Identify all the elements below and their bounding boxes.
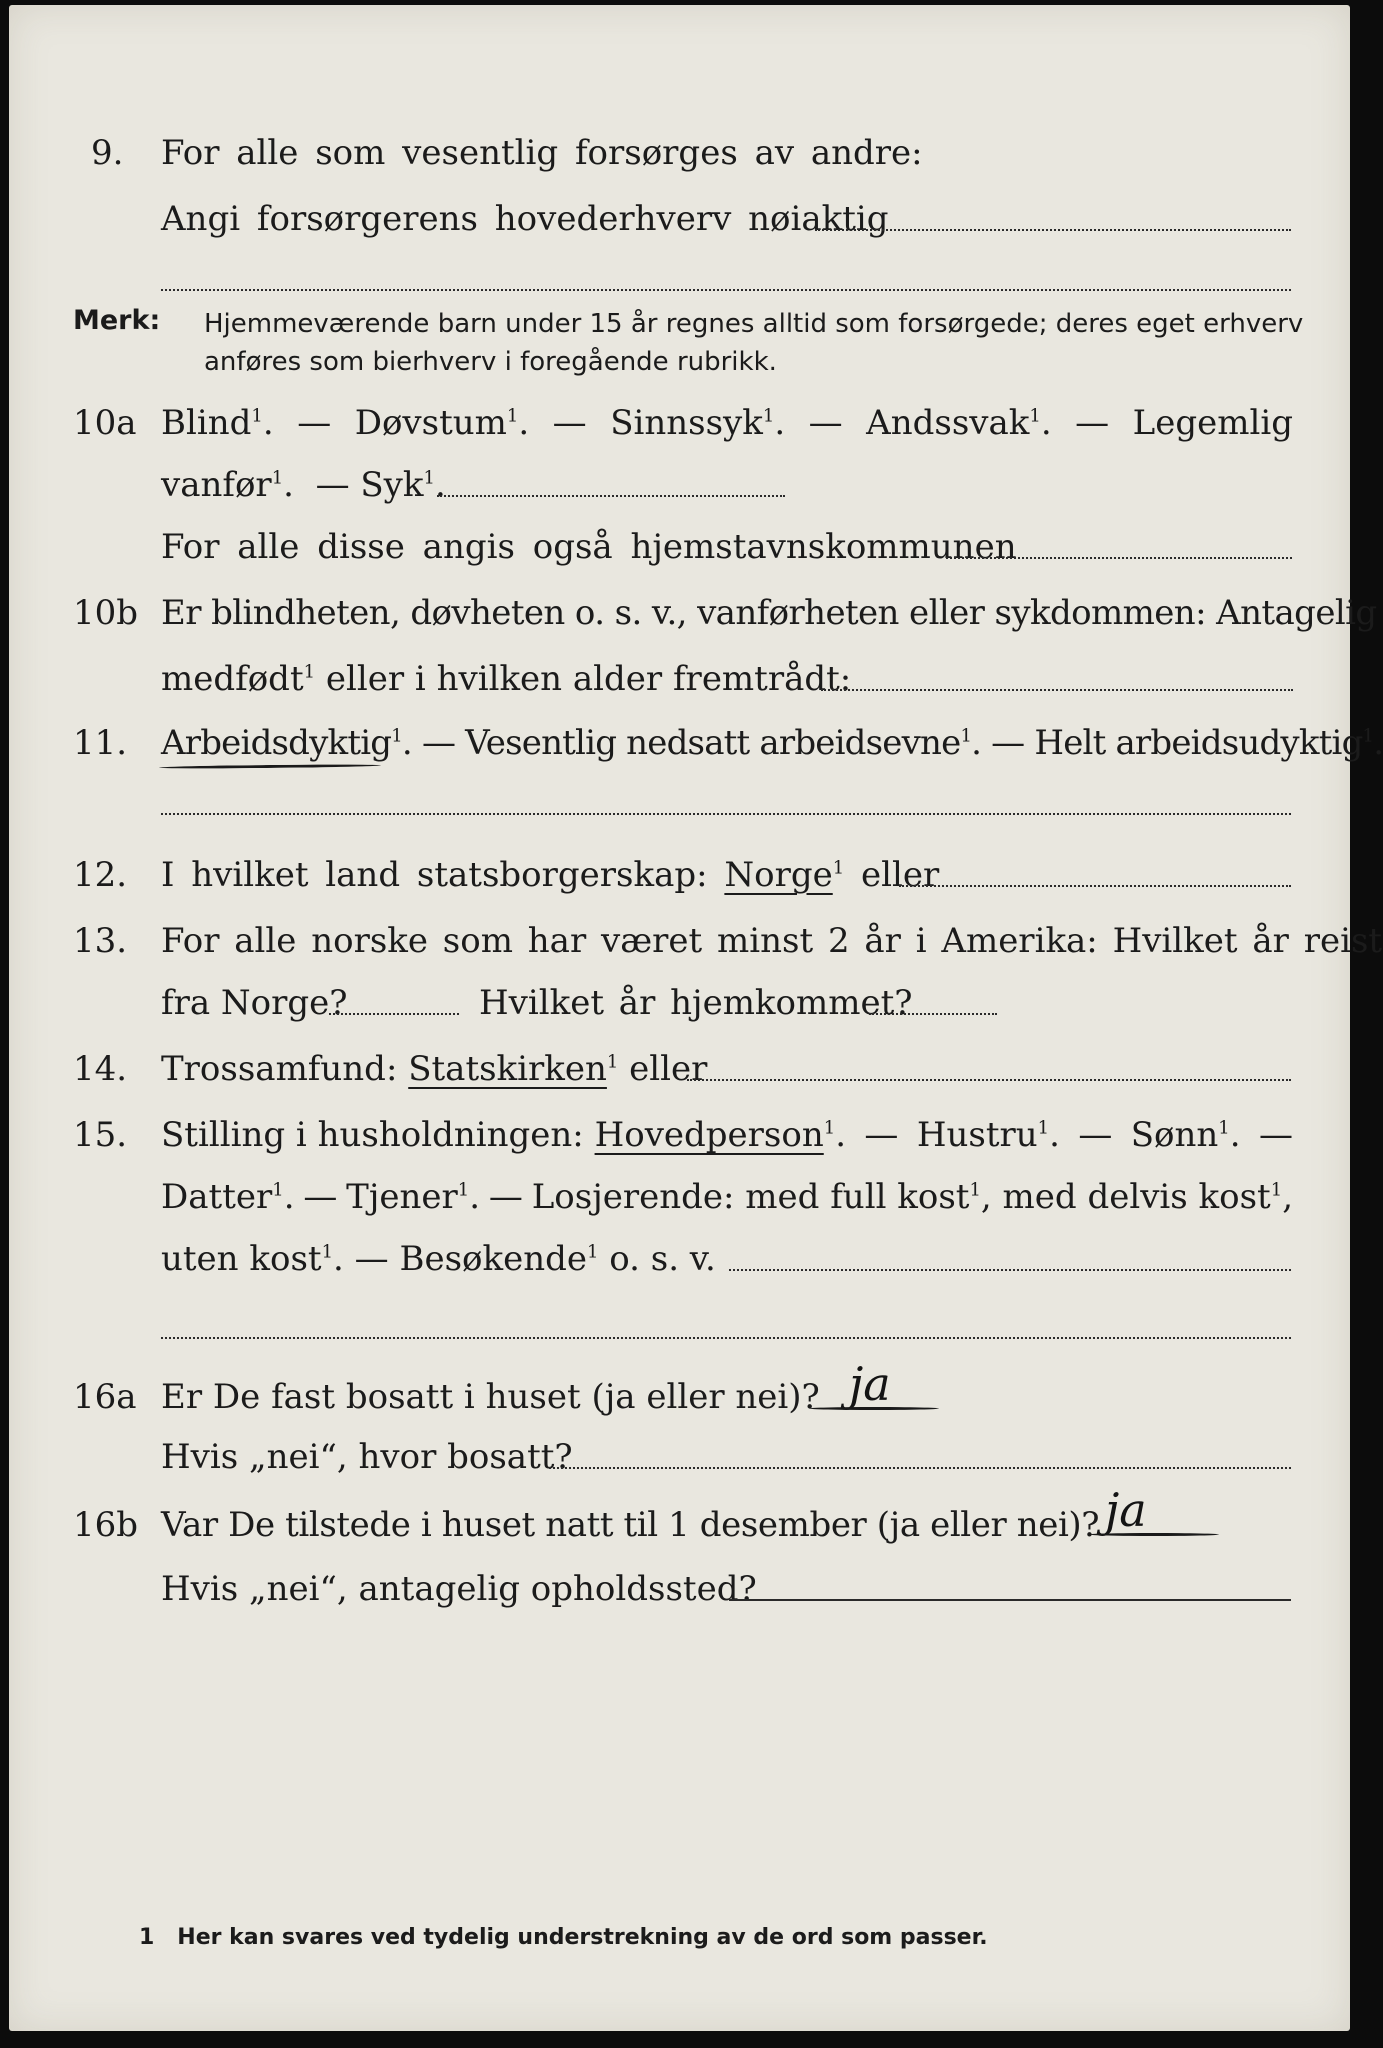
option-udyktig: Helt arbeidsudyktig bbox=[1034, 723, 1363, 763]
q9-answer-line bbox=[815, 229, 1291, 231]
option-datter: Datter bbox=[161, 1177, 273, 1217]
q11-number: 11. bbox=[73, 723, 128, 763]
q16a-number: 16a bbox=[73, 1377, 137, 1417]
q14-answer-line bbox=[687, 1079, 1291, 1081]
option-tjener: Tjener bbox=[346, 1177, 458, 1217]
option-syk: Syk bbox=[360, 465, 424, 505]
q16b-opholdssted-line bbox=[729, 1599, 1291, 1601]
q10b-line2: medfødt$^1$ eller i hvilken alder fremtrådt: bbox=[161, 659, 852, 699]
q16b-pen-line bbox=[1089, 1533, 1219, 1536]
option-statskirken: Statskirken bbox=[408, 1049, 607, 1089]
q10a-line3: For alle disse angis også hjemstavnskommunen bbox=[161, 527, 1017, 567]
q10b-number: 10b bbox=[73, 593, 139, 633]
option-sinnssyk: Sinnssyk bbox=[610, 403, 763, 443]
q15-answer-line bbox=[729, 1269, 1291, 1271]
option-medfodt: medfødt bbox=[161, 659, 304, 699]
option-blind: Blind bbox=[161, 403, 252, 443]
q10a-line2: vanfør$^1$. — Syk$^1$. bbox=[161, 465, 446, 505]
option-vanfor: vanfør bbox=[161, 465, 272, 505]
q16b-line2: Hvis „nei“, antagelig opholdssted? bbox=[161, 1569, 757, 1609]
q11-answer-line bbox=[161, 813, 1291, 815]
q13-number: 13. bbox=[73, 921, 128, 961]
q12-number: 12. bbox=[73, 855, 128, 895]
q10b-line1: Er blindheten, døvheten o. s. v., vanførheten eller sykdommen: Antagelig bbox=[161, 593, 1377, 633]
q15-number: 15. bbox=[73, 1115, 128, 1155]
q16a-bosatt-line bbox=[549, 1467, 1291, 1469]
q13-hjemkommet-line bbox=[869, 1013, 997, 1015]
option-hovedperson: Hovedperson bbox=[594, 1115, 824, 1155]
q16a-line1: Er De fast bosatt i huset (ja eller nei)? bbox=[161, 1377, 820, 1417]
q10a-hjemstavn-line bbox=[946, 557, 1292, 559]
q15-line2: Datter$^1$. — Tjener$^1$. — Losjerende: med full kost$^1$, med delvis kost$^1$, bbox=[161, 1177, 1293, 1217]
option-legemlig: Legemlig bbox=[1132, 403, 1293, 443]
q14-number: 14. bbox=[73, 1049, 128, 1089]
census-form-page bbox=[9, 5, 1383, 2031]
option-norge: Norge bbox=[724, 855, 833, 895]
q9-answer-line-2 bbox=[161, 289, 1291, 291]
merk-line2: anføres som bierhverv i foregående rubrikk. bbox=[204, 347, 777, 377]
footnote-text: Her kan svares ved tydelig understrekning av de ord som passer. bbox=[177, 1925, 988, 1950]
option-sonn: Sønn bbox=[1130, 1115, 1219, 1155]
q16b-line1: Var De tilstede i huset natt til 1 desember (ja eller nei)? bbox=[161, 1505, 1100, 1545]
option-andssvak: Andssvak bbox=[866, 403, 1030, 443]
option-uten-kost: uten kost bbox=[161, 1239, 322, 1279]
q10b-alder-line bbox=[821, 689, 1293, 691]
q16a-handwritten-answer: ja bbox=[849, 1357, 891, 1411]
q10a-line1: Blind$^1$. — Døvstum$^1$. — Sinnssyk$^1$. — Andssvak$^1$. — Legemlig bbox=[161, 403, 1293, 443]
option-besokende: Besøkende bbox=[399, 1239, 587, 1279]
q13-line1: For alle norske som har været minst 2 år i Amerika: Hvilket år reist bbox=[161, 921, 1383, 961]
q12-line: I hvilket land statsborgerskap: Norge$^1$ eller bbox=[161, 855, 940, 895]
q16b-number: 16b bbox=[73, 1505, 139, 1545]
q14-line: Trossamfund: Statskirken$^1$ eller bbox=[161, 1049, 708, 1089]
footnote-mark: 1 bbox=[139, 1925, 155, 1950]
option-arbeidsdyktig: Arbeidsdyktig bbox=[161, 723, 392, 763]
q13-part2: Hvilket år hjemkommet? bbox=[479, 983, 913, 1023]
merk-line1: Hjemmeværende barn under 15 år regnes alltid som forsørgede; deres eget erhverv bbox=[204, 309, 1304, 339]
q15-line1: Stilling i husholdningen: Hovedperson$^1$. — Hustru$^1$. — Sønn$^1$. — bbox=[161, 1115, 1293, 1155]
q16a-line2: Hvis „nei“, hvor bosatt? bbox=[161, 1437, 573, 1477]
q13-reist-line bbox=[329, 1013, 459, 1015]
q12-answer-line bbox=[899, 885, 1291, 887]
q11-line: Arbeidsdyktig$^1$. — Vesentlig nedsatt arbeidsevne$^1$. — Helt arbeidsudyktig$^1$. bbox=[161, 723, 1383, 763]
q15-line3: uten kost$^1$. — Besøkende$^1$ o. s. v. bbox=[161, 1239, 716, 1279]
q13-part1: fra Norge? bbox=[161, 983, 348, 1023]
q16a-pen-line bbox=[809, 1407, 939, 1410]
option-hustru: Hustru bbox=[916, 1115, 1038, 1155]
q9-number: 9. bbox=[91, 133, 124, 173]
option-nedsatt: Vesentlig nedsatt arbeidsevne bbox=[465, 723, 961, 763]
option-losjerende: Losjerende: med full kost bbox=[531, 1177, 970, 1217]
q10a-syk-line bbox=[437, 495, 785, 497]
q9-line2: Angi forsørgerens hovederhverv nøiaktig bbox=[161, 199, 889, 239]
q15-answer-line-2 bbox=[161, 1337, 1291, 1339]
footnote bbox=[139, 1925, 988, 1950]
q10a-number: 10a bbox=[73, 403, 137, 443]
option-dovstum: Døvstum bbox=[354, 403, 507, 443]
merk-label: Merk: bbox=[73, 305, 161, 336]
q16b-handwritten-answer: ja bbox=[1105, 1483, 1147, 1537]
q9-line1: For alle som vesentlig forsørges av andre: bbox=[161, 133, 923, 173]
